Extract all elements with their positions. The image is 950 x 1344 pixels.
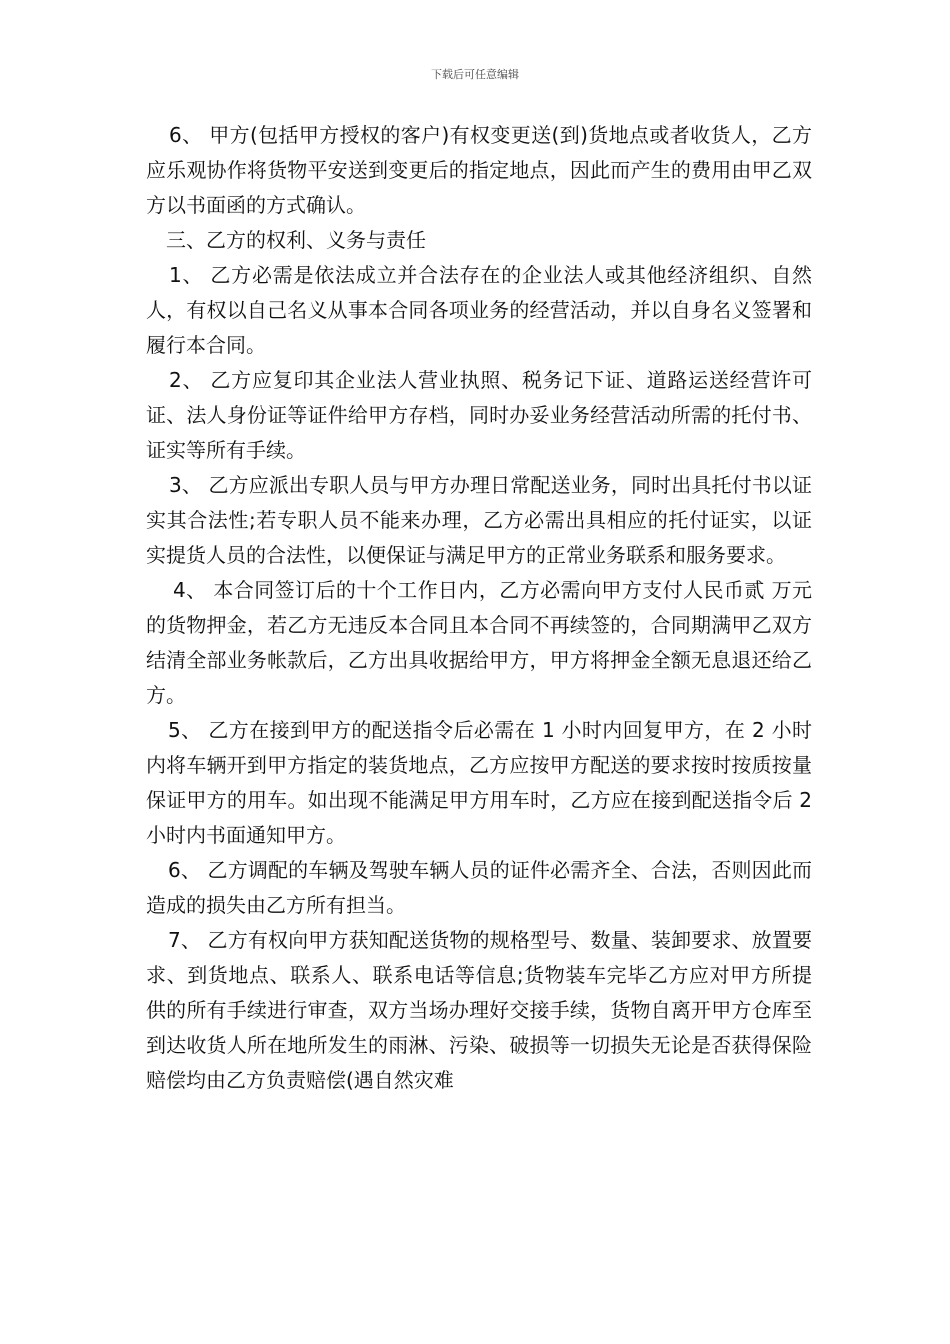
section-heading: 三、乙方的权利、义务与责任 — [166, 228, 426, 252]
page-header: 下载后可任意编辑 — [431, 68, 519, 81]
clause-paragraph: 2、 乙方应复印其企业法人营业执照、税务记下证、道路运送经营许可证、法人身份证等证件给甲方存档，同时办妥业务经营活动所需的托付书、证实等所有手续。 — [146, 368, 812, 462]
clause-paragraph: 3、 乙方应派出专职人员与甲方办理日常配送业务，同时出具托付书以证实其合法性;若专职人员不能来办理，乙方必需出具相应的托付证实，以证实提货人员的合法性，以便保证与满足甲方的正常业务联系和服务要求。 — [146, 473, 812, 567]
clause-paragraph: 7、 乙方有权向甲方获知配送货物的规格型号、数量、装卸要求、放置要求、到货地点、联系人、联系电话等信息;货物装车完毕乙方应对甲方所提供的所有手续进行审查，双方当场办理好交接手续，货物自离开甲方仓库至到达收货人所在地所发生的雨淋、污染、破损等一切损失无论是否获得保险赔偿均由乙方负责赔偿(遇自然灾难 — [146, 928, 812, 1092]
clause-paragraph: 6、 乙方调配的车辆及驾驶车辆人员的证件必需齐全、合法，否则因此而造成的损失由乙方所有担当。 — [146, 858, 812, 917]
clause-paragraph: 5、 乙方在接到甲方的配送指令后必需在 1 小时内回复甲方，在 2 小时内将车辆开到甲方指定的装货地点，乙方应按甲方配送的要求按时按质按量保证甲方的用车。如出现不能满足甲方用车时，乙方应在接到配送指令后 2 小时内书面通知甲方。 — [146, 718, 812, 847]
clause-paragraph: 1、 乙方必需是依法成立并合法存在的企业法人或其他经济组织、自然人，有权以自己名义从事本合同各项业务的经营活动，并以自身名义签署和履行本合同。 — [146, 263, 812, 357]
clause-paragraph: 4、 本合同签订后的十个工作日内，乙方必需向甲方支付人民币贰 万元的货物押金，若乙方无违反本合同且本合同不再续签的，合同期满甲乙双方结清全部业务帐款后，乙方出具收据给甲方，甲方将押金全额无息退还给乙方。 — [146, 578, 812, 707]
clause-paragraph: 6、 甲方(包括甲方授权的客户)有权变更送(到)货地点或者收货人，乙方应乐观协作将货物平安送到变更后的指定地点，因此而产生的费用由甲乙双方以书面函的方式确认。 — [146, 123, 812, 217]
document-body — [146, 118, 812, 1098]
